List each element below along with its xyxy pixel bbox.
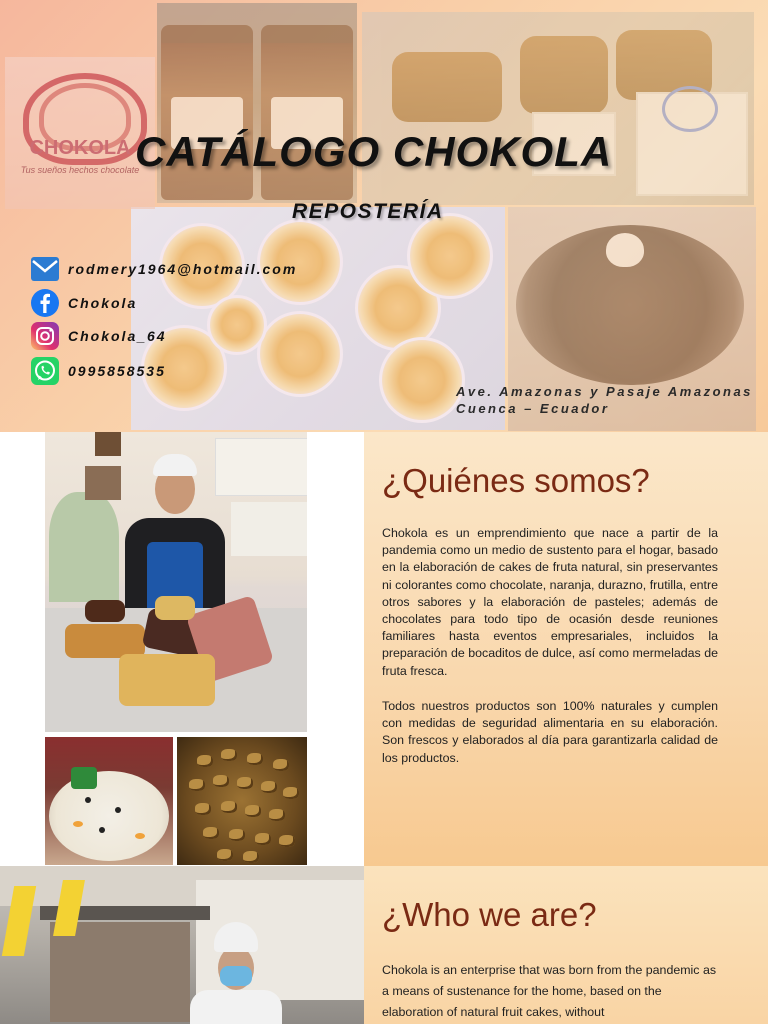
chokola-logo [5, 57, 155, 209]
page-subtitle: REPOSTERÍA [292, 200, 444, 223]
whatsapp-icon [30, 357, 60, 385]
contact-facebook[interactable] [30, 288, 137, 318]
fruit-cakes-photo [362, 12, 754, 205]
birthday-cake-photo [45, 737, 173, 865]
address-line-1: Ave. Amazonas y Pasaje Amazonas [456, 384, 753, 399]
about-paragraph-es-1: Chokola es un emprendimiento que nace a partir de la pandemia como un medio de sustento para el hogar, basado en la elaboración de cakes de fruta natural, sin preservantes ni colorantes como chocolate, naranja, durazno, frutilla, entre otros sabores y la elaboración de pasteles; además de chocolates para todo tipo de ocasión desde reuniones familiares hasta eventos empresariales, incluidos la preparación de bocaditos de dulce, así como mermeladas de fruta fresca. [382, 526, 718, 678]
instagram-icon [30, 322, 60, 350]
rose-cupcakes-photo [131, 207, 505, 430]
address-line-2: Cuenca – Ecuador [456, 401, 610, 416]
contact-facebook-text: Chokola [68, 295, 138, 311]
street-stand-photo [0, 866, 364, 1024]
contact-instagram[interactable] [30, 321, 167, 351]
contact-whatsapp[interactable] [30, 356, 166, 386]
contact-email[interactable] [30, 254, 297, 284]
section-heading-en: ¿Who we are? [382, 896, 597, 933]
mail-icon [30, 255, 60, 283]
chocolates-photo [177, 737, 307, 865]
contact-phone-text: 0995858535 [68, 363, 166, 379]
about-paragraph-es-2: Todos nuestros productos son 100% naturales y cumplen con medidas de seguridad alimentaria en su elaboración. Son frescos y elaborados al día para garantizarla calidad de los productos. [382, 699, 718, 765]
about-photos [0, 432, 364, 866]
logo-brand: CHOKOLA [29, 137, 131, 159]
baker-photo [45, 432, 307, 732]
contact-instagram-text: Chokola_64 [68, 328, 167, 344]
logo-tagline: Tus sueños hechos chocolate [20, 165, 140, 175]
facebook-icon [30, 289, 60, 317]
about-section-en [0, 866, 768, 1024]
catalog-header [0, 0, 768, 432]
contact-email-text: rodmery1964@hotmail.com [68, 261, 298, 277]
about-paragraph-en-1: Chokola is an enterprise that was born from the pandemic as a means of sustenance for the home, based on the elaboration of natural fruit cakes, without [382, 963, 717, 1019]
about-section-es [0, 432, 768, 866]
page-title: CATÁLOGO CHOKOLA [135, 128, 613, 175]
section-heading-es: ¿Quiénes somos? [382, 462, 650, 499]
address [456, 383, 753, 417]
